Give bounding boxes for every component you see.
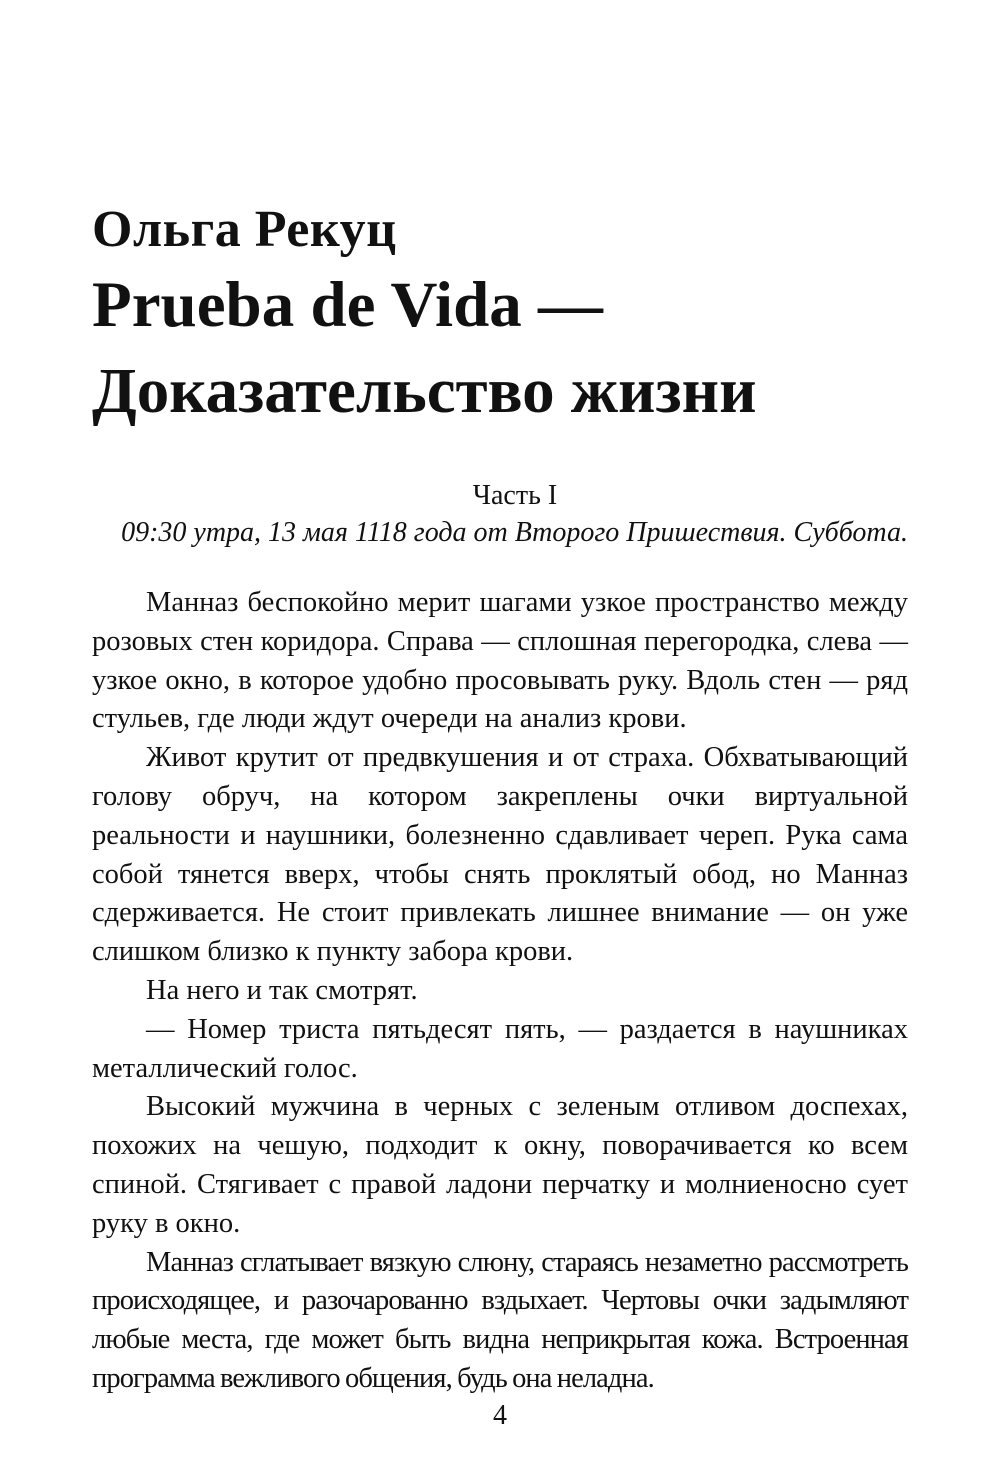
body-text bbox=[92, 584, 908, 1399]
dateline: 09:30 утра, 13 мая 1118 года от Второго Пришествия. Суббота. bbox=[121, 517, 908, 548]
paragraph: На него и так смотрят. bbox=[146, 974, 418, 1006]
part-heading: Часть I bbox=[472, 480, 558, 511]
author-name: Ольга Рекуц bbox=[92, 201, 397, 258]
title-line-1: Prueba de Vida — bbox=[92, 269, 604, 341]
title-line-2: Доказательство жизни bbox=[92, 355, 757, 427]
page-number: 4 bbox=[493, 1400, 507, 1431]
paragraph: Манназ беспокойно мерит шагами узкое пространство между розовых стен коридора. Справа — сплошная перегородка, слева — узкое окно, в которое удобно просовывать руку. Вдоль стен — ряд стульев, где люди ждут очереди на анализ крови. bbox=[92, 587, 908, 735]
paragraph: — Номер триста пятьдесят пять, — раздается в наушниках металлический голос. bbox=[92, 1013, 908, 1084]
paragraph: Живот крутит от предвкушения и от страха. Обхватывающий голову обруч, на котором закреплены очки виртуальной реальности и наушники, болезненно сдавливает череп. Рука сама собой тянется вверх, чтобы снять проклятый обод, но Манназ сдерживается. Не стоит привлекать лишнее внимание — он уже слишком близко к пункту забора крови. bbox=[92, 742, 908, 968]
book-title bbox=[92, 262, 952, 434]
paragraph: Высокий мужчина в черных с зеленым отливом доспехах, похожих на чешую, подходит к окну, поворачивается ко всем спиной. Стягивает с правой ладони перчатку и молниеносно сует руку в окно. bbox=[92, 1091, 908, 1239]
paragraph: Манназ сглатывает вязкую слюну, стараясь незаметно рассмотреть происходящее, и разочарованно вздыхает. Чертовы очки задымляют любые места, где может быть видна неприкрытая кожа. Встроенная программа вежливого общения, будь она неладна. bbox=[92, 1246, 908, 1394]
